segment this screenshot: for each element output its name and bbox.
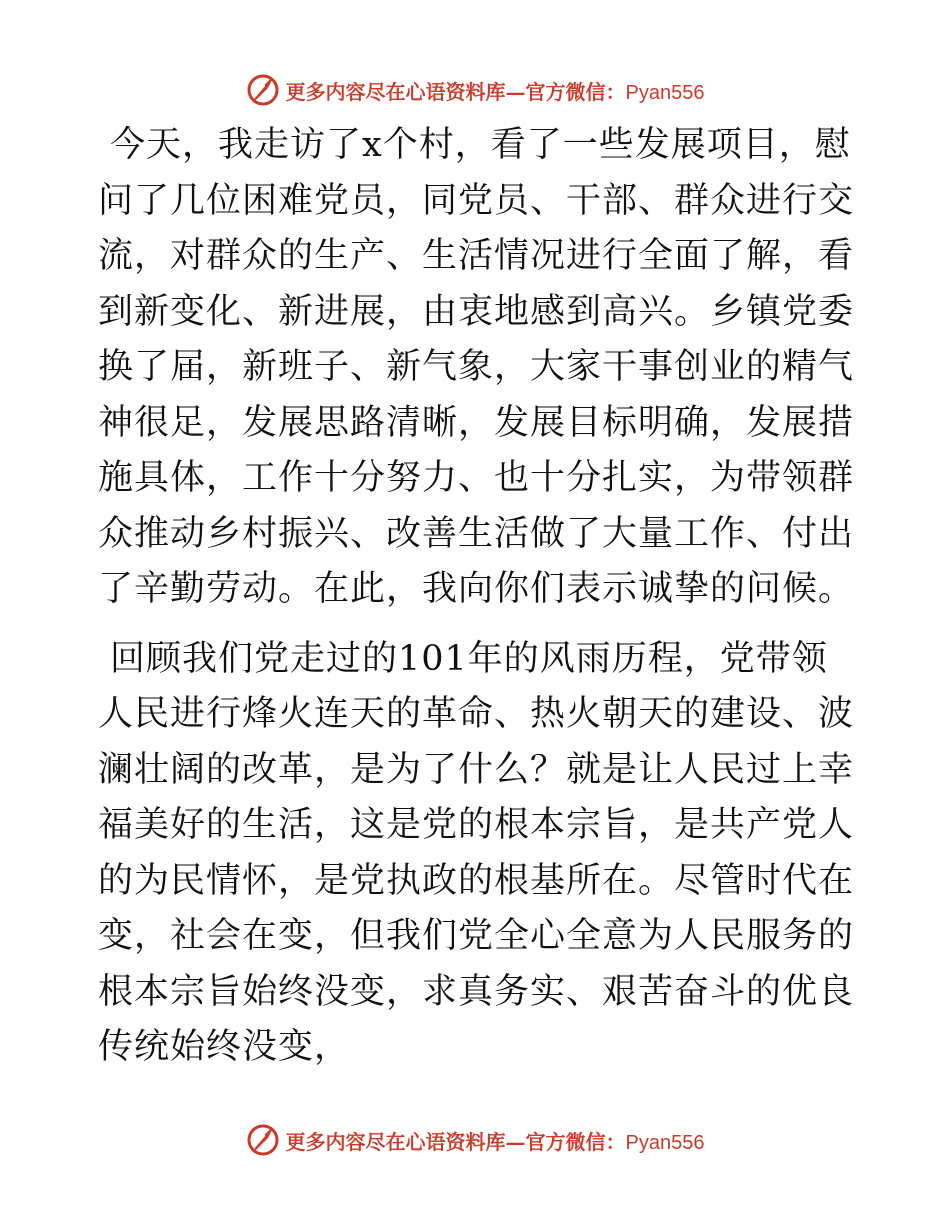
footer-banner-text: 更多内容尽在心语资料库—官方微信：Pyan556	[285, 1129, 705, 1154]
document-body	[98, 118, 858, 1076]
pen-logo-icon	[246, 1123, 280, 1157]
paragraph-1: 今天，我走访了x个村，看了一些发展项目，慰问了几位困难党员，同党员、干部、群众进行交流，对群众的生产、生活情况进行全面了解，看到新变化、新进展，由衷地感到高兴。乡镇党委换了届，新班子、新气象，大家干事创业的精气神很足，发展思路清晰，发展目标明确，发展措施具体，工作十分努力、也十分扎实，为带领群众推动乡村振兴、改善生活做了大量工作、付出了辛勤劳动。在此，我向你们表示诚挚的问候。	[98, 125, 855, 609]
header-wechat-handle: Pyan556	[625, 81, 705, 104]
footer-wechat-handle: Pyan556	[625, 1131, 705, 1154]
header-banner-text: 更多内容尽在心语资料库—官方微信：Pyan556	[285, 79, 705, 104]
paragraph-2: 回顾我们党走过的101年的风雨历程，党带领人民进行烽火连天的革命、热火朝天的建设、波澜壮阔的改革，是为了什么？就是让人民过上幸福美好的生活，这是党的根本宗旨，是共产党人的为民情怀，是党执政的根基所在。尽管时代在变，社会在变，但我们党全心全意为人民服务的根本宗旨始终没变，求真务实、艰苦奋斗的优良传统始终没变，	[98, 638, 855, 1067]
header-banner	[0, 72, 950, 108]
footer-banner	[0, 1122, 950, 1158]
pen-logo-icon	[246, 73, 280, 107]
